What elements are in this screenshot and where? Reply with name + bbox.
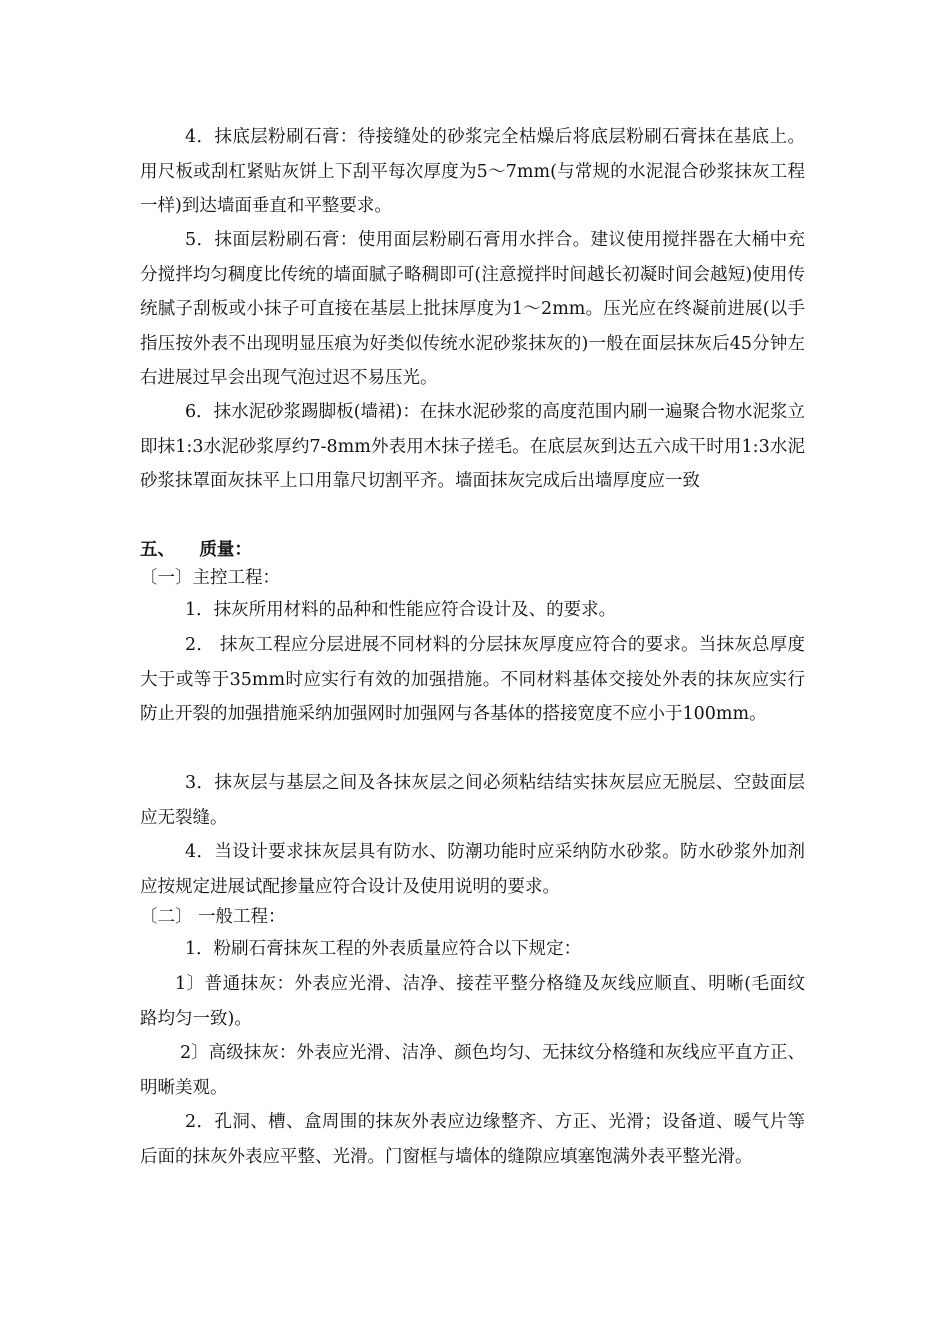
paragraph-general-item-1: 1．粉刷石膏抹灰工程的外表质量应符合以下规定： [185,939,582,959]
paragraph-step-6-skirting: 6．抹水泥砂浆踢脚板(墙裙)：在抹水泥砂浆的高度范围内刷一遍聚合物水泥浆立即抹1:3水泥砂浆厚约7-8mm外表用木抹子搓毛。在底层灰到达五六成干时用1:3水泥砂浆抹罩面灰抹平上口用靠尺切割平齐。墙面抹灰完成后出墙厚度应一致 [140,402,805,491]
paragraph-main-item-4: 4．当设计要求抹灰层具有防水、防潮功能时应采纳防水砂浆。防水砂浆外加剂应按规定进展试配掺量应符合设计及使用说明的要求。 [140,842,805,897]
section-heading-quality: 五、 质量： [140,540,252,560]
paragraph-general-item-2: 2．孔洞、槽、盒周围的抹灰外表应边缘整齐、方正、光滑；设备道、暖气片等后面的抹灰外表应平整、光滑。门窗框与墙体的缝隙应填塞饱满外表平整光滑。 [140,1112,805,1167]
paragraph-main-item-3: 3．抹灰层与基层之间及各抹灰层之间必须粘结结实抹灰层应无脱层、空鼓面层应无裂缝。 [140,773,805,828]
paragraph-main-item-2: 2． 抹灰工程应分层进展不同材料的分层抹灰厚度应符合的要求。当抹灰总厚度大于或等于35mm时应实行有效的加强措施。不同材料基体交接处外表的抹灰应实行防止开裂的加强措施采纳加强网时加强网与各基体的搭接宽度不应小于100mm。 [140,635,805,724]
paragraph-step-5-finish-coat: 5．抹面层粉刷石膏：使用面层粉刷石膏用水拌合。建议使用搅拌器在大桶中充分搅拌均匀稠度比传统的墙面腻子略稠即可(注意搅拌时间越长初凝时间会越短)使用传统腻子刮板或小抹子可直接在基层上批抹厚度为1～2mm。压光应在终凝前进展(以手指压按外表不出现明显压痕为好类似传统水泥砂浆抹灰的)一般在面层抹灰后45分钟左右进展过早会出现气泡过迟不易压光。 [140,230,805,388]
subheading-main-items: 〔一〕主控工程： [140,568,280,588]
paragraph-step-4-base-coat: 4．抹底层粉刷石膏：待接缝处的砂浆完全枯燥后将底层粉刷石膏抹在基底上。用尺板或刮杠紧贴灰饼上下刮平每次厚度为5～7mm(与常规的水泥混合砂浆抹灰工程一样)到达墙面垂直和平整要求。 [140,127,805,216]
paragraph-general-item-1-2: 2〕高级抹灰：外表应光滑、洁净、颜色均匀、无抹纹分格缝和灰线应平直方正、明晰美观。 [140,1043,805,1098]
paragraph-general-item-1-1: 1〕普通抹灰：外表应光滑、洁净、接茬平整分格缝及灰线应顺直、明晰(毛面纹路均匀一致)。 [140,974,805,1029]
subheading-general-items: 〔二〕 一般工程： [140,907,286,927]
paragraph-main-item-1: 1．抹灰所用材料的品种和性能应符合设计及、的要求。 [185,600,617,620]
